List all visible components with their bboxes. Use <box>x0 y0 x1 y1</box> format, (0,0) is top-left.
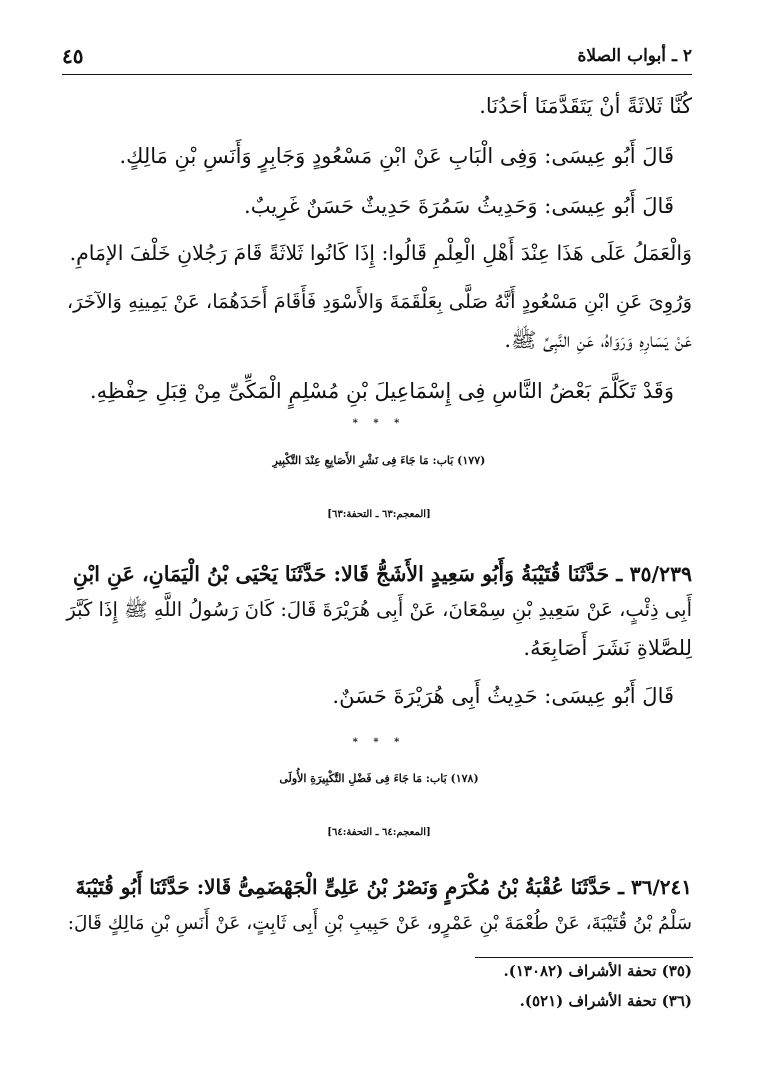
footnote-separator <box>475 957 693 958</box>
footnote: (٣٥) تحفة الأشراف (١٣٠٨٢). <box>503 962 692 980</box>
text-line: وَقَدْ تَكَلَّمَ بَعْضُ النَّاسِ فِى إِسْمَاعِيلَ بْنِ مُسْلِمٍ الْمَكِّىِّ مِنْ قِبَلِ حِفْظِهِ. <box>89 379 674 403</box>
text-line: عَنْ يَسَارِهِ وَرَوَاهُ، عَنِ النَّبِىِّ ﷺ. <box>504 328 692 352</box>
section-divider: * * * <box>352 737 406 748</box>
section-divider: * * * <box>352 418 406 429</box>
section-title: ٢ ـ أبواب الصلاة <box>577 46 692 66</box>
hadith-line: أَبِى ذِئْبٍ، عَنْ سَعِيدِ بْنِ سِمْعَانَ، عَنْ أَبِى هُرَيْرَةَ قَالَ: كَانَ رَسُولُ اللَّهِ ﷺ إِذَا كَبَّرَ <box>66 598 692 621</box>
text-line: قَالَ أَبُو عِيسَى: وَحَدِيثُ سَمُرَةَ حَدِيثٌ حَسَنٌ غَرِيبٌ. <box>244 194 674 218</box>
text-line: وَالْعَمَلُ عَلَى هَذَا عِنْدَ أَهْلِ الْعِلْمِ قَالُوا: إِذَا كَانُوا ثَلاثَةً قَامَ رَجُلانِ خَلْفَ الإمَامِ. <box>69 241 692 265</box>
text-line: قَالَ أَبُو عِيسَى: وَفِى الْبَابِ عَنْ ابْنِ مَسْعُودٍ وَجَابِرٍ وَأَنَسِ بْنِ مَالِكٍ. <box>119 144 674 168</box>
chapter-reference: [المعجم:٦٣ ـ التحفة:٦٣] <box>327 509 431 520</box>
footnote: (٣٦) تحفة الأشراف (٥٢١). <box>519 992 692 1010</box>
hadith-line: لِلصَّلاةِ نَشَرَ أَصَابِعَهُ. <box>523 636 692 660</box>
running-header <box>62 40 692 75</box>
chapter-reference: [المعجم:٦٤ ـ التحفة:٦٤] <box>327 827 431 838</box>
chapter-heading: (١٧٧) بَاب: مَا جَاءَ فِى نَشْرِ الأَصَابِعِ عِنْدَ التَّكْبِيرِ <box>272 454 486 467</box>
chapter-heading: (١٧٨) بَاب: مَا جَاءَ فِى فَضْلِ التَّكْبِيرَةِ الأُولَى <box>279 772 479 785</box>
hadith-line: سَلْمُ بْنُ قُتَيْبَةَ، عَنْ طُعْمَةَ بْنِ عَمْرٍو، عَنْ حَبِيبِ بْنِ أَبِى ثَابِتٍ، عَنْ أَنَسِ بْنِ مَالِكٍ قَالَ: <box>67 913 692 934</box>
hadith-line: ٣٦/٢٤١ ـ حَدَّثَنَا عُقْبَةُ بْنُ مُكْرَمٍ وَنَصْرُ بْنُ عَلِىٍّ الْجَهْضَمِىُّ قَالا: حَدَّثَنَا أَبُو قُتَيْبَةَ <box>75 875 692 899</box>
text-line: وَرُوِىَ عَنِ ابْنِ مَسْعُودٍ أَنَّهُ صَلَّى بِعَلْقَمَةَ وَالأَسْوَدِ فَأَقَامَ أَحَدَهُمَا، عَنْ يَمِينِهِ وَالآخَرَ، <box>66 290 692 313</box>
comment-line: قَالَ أَبُو عِيسَى: حَدِيثُ أَبِى هُرَيْرَةَ حَسَنٌ. <box>332 684 674 708</box>
hadith-line: ٣٥/٢٣٩ ـ حَدَّثَنَا قُتَيْبَةُ وَأَبُو سَعِيدٍ الأَشَجُّ قَالا: حَدَّثَنَا يَحْيَى بْنُ الْيَمَانِ، عَنِ ابْنِ <box>72 562 692 586</box>
page-number: ٤٥ <box>62 44 84 68</box>
text-line: كُنَّا ثَلاثَةً أنْ يَتَقَدَّمَنَا أحَدُنَا. <box>479 94 692 118</box>
